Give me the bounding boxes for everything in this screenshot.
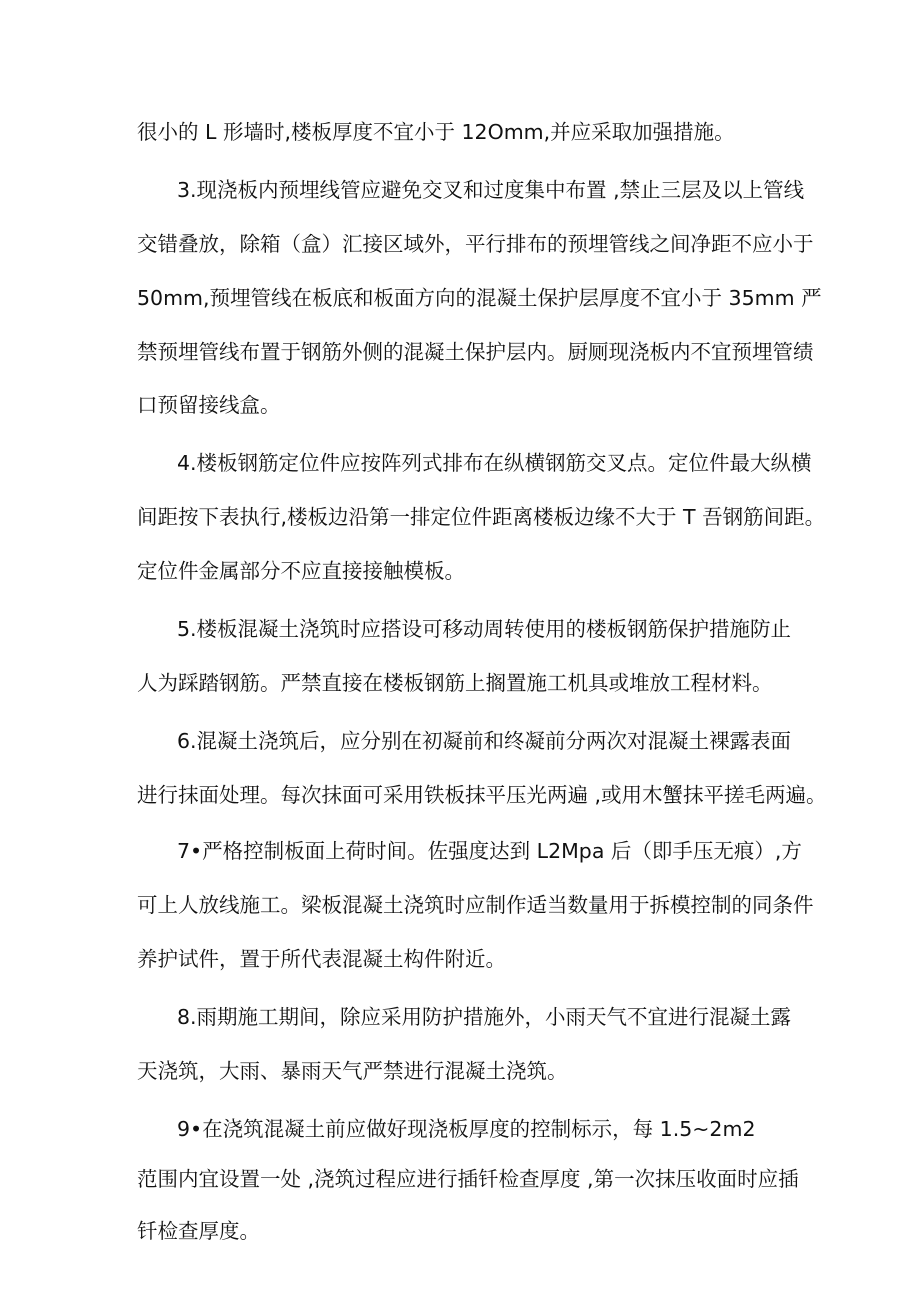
paragraph-9-line-2: 范围内宜设置一处 ,浇筑过程应进行插钎检查厚度 ,第一次抹压收面时应插 bbox=[137, 1167, 799, 1191]
paragraph-6-line-1: 6.混凝土浇筑后，应分别在初凝前和终凝前分两次对混凝土裸露表面 bbox=[177, 729, 792, 753]
paragraph-4-line-1: 4.楼板钢筋定位件应按阵列式排布在纵横钢筋交叉点。定位件最大纵横 bbox=[177, 451, 812, 475]
paragraph-4-line-2: 间距按下表执行,楼板边沿第一排定位件距离楼板边缘不大于 T 吾钢筋间距。 bbox=[137, 505, 826, 529]
paragraph-3-line-1: 3.现浇板内预埋线管应避免交叉和过度集中布置 ,禁止三层及以上管线 bbox=[177, 178, 805, 202]
paragraph-5-line-1: 5.楼板混凝土浇筑时应搭设可移动周转使用的楼板钢筋保护措施防止 bbox=[177, 617, 792, 641]
paragraph-4-line-3: 定位件金属部分不应直接接触模板。 bbox=[137, 559, 465, 583]
paragraph-3-line-5: 口预留接线盒。 bbox=[137, 393, 281, 417]
paragraph-6-line-2: 进行抹面处理。每次抹面可采用铁板抹平压光两遍 ,或用木蟹抹平搓毛两遍。 bbox=[137, 783, 827, 807]
paragraph-9-line-3: 钎检查厚度。 bbox=[137, 1219, 260, 1243]
paragraph-5-line-2: 人为踩踏钢筋。严禁直接在楼板钢筋上搁置施工机具或堆放工程材料。 bbox=[137, 671, 773, 695]
paragraph-3-line-4: 禁预埋管线布置于钢筋外侧的混凝土保护层内。厨厕现浇板内不宜预埋管绩 bbox=[137, 340, 814, 364]
paragraph-8-line-2: 天浇筑，大雨、暴雨天气严禁进行混凝土浇筑。 bbox=[137, 1059, 568, 1083]
paragraph-3-line-2: 交错叠放，除箱（盒）汇接区域外，平行排布的预埋管线之间净距不应小于 bbox=[137, 232, 814, 256]
paragraph-7-line-2: 可上人放线施工。梁板混凝土浇筑时应制作适当数量用于拆模控制的同条件 bbox=[137, 893, 814, 917]
paragraph-7-line-1: 7•严格控制板面上荷时间。佐强度达到 L2Mpa 后（即手压无痕）,方 bbox=[177, 839, 802, 863]
text-line-1: 很小的 L 形墙时,楼板厚度不宜小于 12Omm,并应采取加强措施。 bbox=[137, 120, 735, 144]
paragraph-7-line-3: 养护试件，置于所代表混凝土构件附近。 bbox=[137, 947, 506, 971]
paragraph-9-line-1: 9•在浇筑混凝土前应做好现浇板厚度的控制标示，每 1.5~2m2 bbox=[177, 1117, 756, 1141]
paragraph-3-line-3: 50mm,预埋管线在板底和板面方向的混凝土保护层厚度不宜小于 35mm 严 bbox=[137, 286, 822, 310]
paragraph-8-line-1: 8.雨期施工期间，除应采用防护措施外，小雨天气不宜进行混凝土露 bbox=[177, 1005, 792, 1029]
